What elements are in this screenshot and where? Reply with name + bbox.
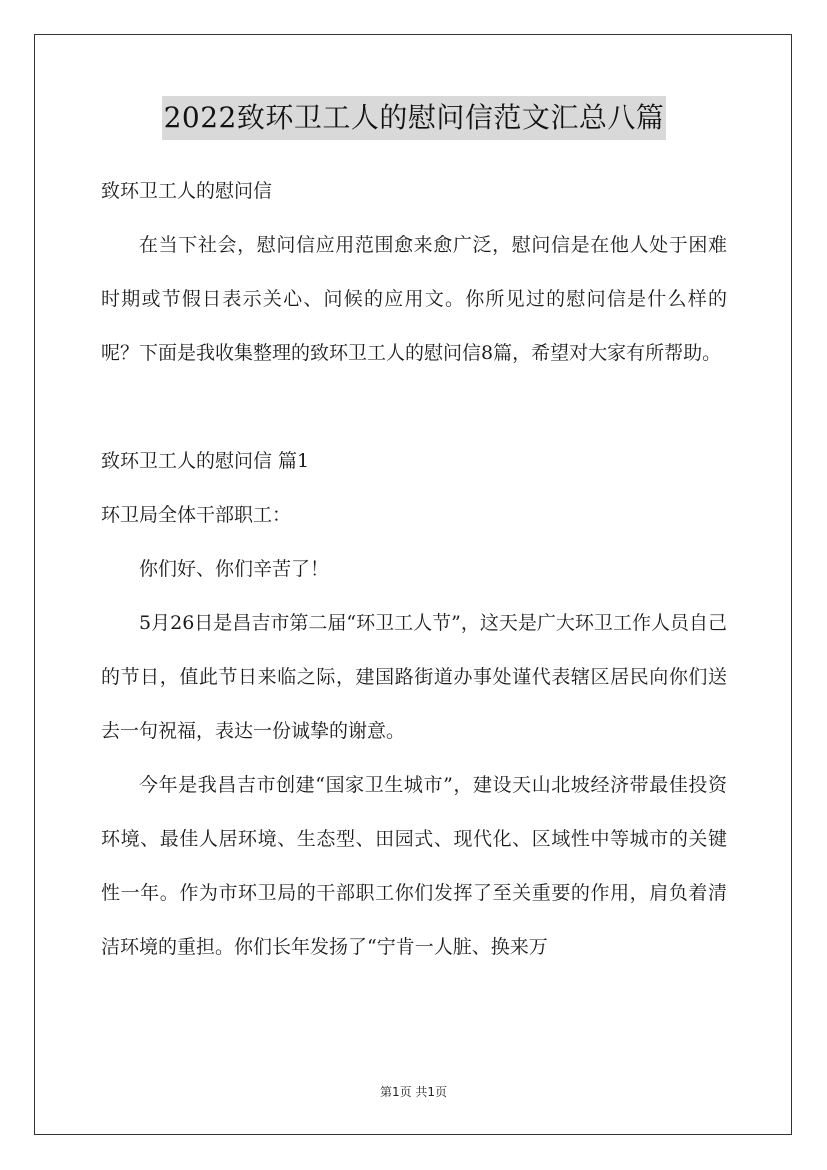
- document-body: [101, 96, 727, 974]
- body-paragraph-1: 5月26日是昌吉市第二届“环卫工人节”，这天是广大环卫工作人员自己的节日，值此节日来临之际，建国路街道办事处谨代表辖区居民向你们送去一句祝福，表达一份诚挚的谢意。: [101, 612, 727, 742]
- document-title: 2022致环卫工人的慰问信范文汇总八篇: [162, 96, 667, 140]
- spacer: [101, 380, 727, 434]
- heading-letter: 致环卫工人的慰问信: [101, 180, 273, 202]
- page-footer: 第1页 共1页: [379, 1085, 448, 1099]
- greeting: 你们好、你们辛苦了！: [139, 558, 330, 580]
- intro-paragraph: 在当下社会，慰问信应用范围愈来愈广泛，慰问信是在他人处于困难时期或节假日表示关心、问候的应用文。你所见过的慰问信是什么样的呢？下面是我收集整理的致环卫工人的慰问信8篇，希望对大家有所帮助。: [101, 234, 727, 364]
- title-wrapper: [101, 96, 727, 146]
- salutation: 环卫局全体干部职工：: [101, 504, 292, 526]
- body-paragraph-2: 今年是我昌吉市创建“国家卫生城市”，建设天山北坡经济带最佳投资环境、最佳人居环境、生态型、田园式、现代化、区域性中等城市的关键性一年。作为市环卫局的干部职工你们发挥了至关重要的作用，肩负着清洁环境的重担。你们长年发扬了“宁肯一人脏、换来万: [101, 774, 727, 958]
- section-title: 致环卫工人的慰问信 篇1: [101, 450, 310, 472]
